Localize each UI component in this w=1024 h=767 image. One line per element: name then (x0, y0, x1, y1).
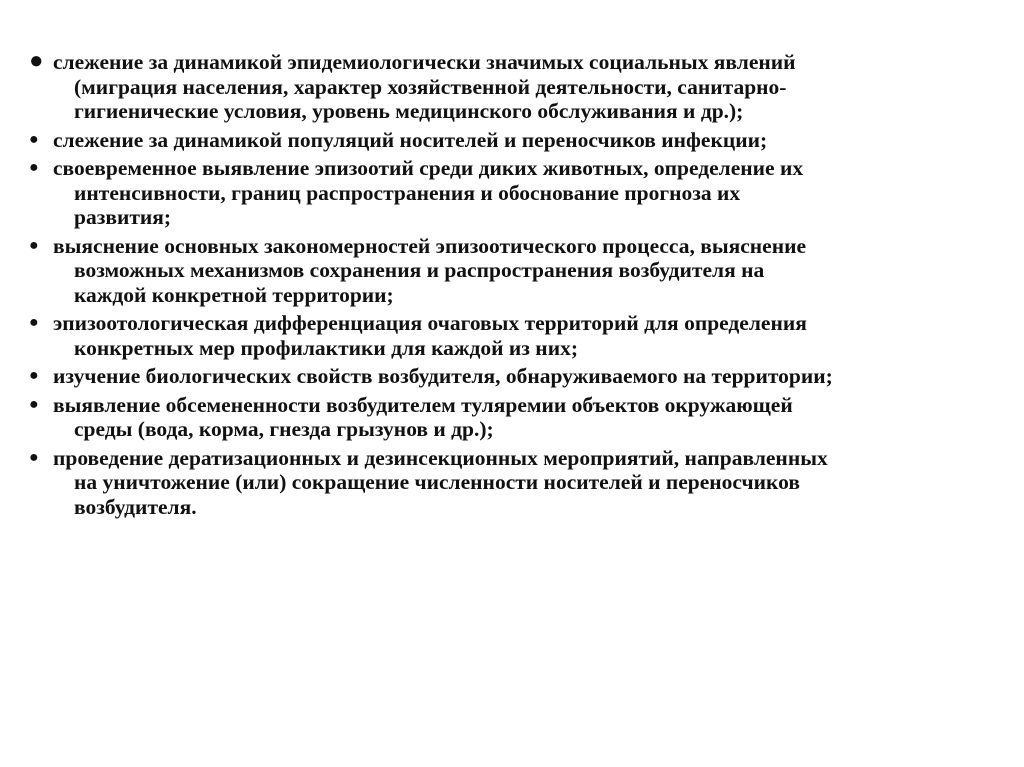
list-item (29, 128, 999, 153)
bullet-icon: ● (29, 159, 39, 176)
text-line: интенсивности, границ распространения и обоснование прогноза их (74, 180, 741, 205)
text-line: развития; (74, 205, 172, 229)
list-item (29, 446, 999, 520)
text-line: своевременное выявление эпизоотий среди диких животных, определение их (53, 156, 804, 180)
text-line: возможных механизмов сохранения и распространения возбудителя на (74, 258, 765, 282)
bullet-text (53, 234, 999, 308)
text-line: среды (вода, корма, гнезда грызунов и др.); (74, 417, 494, 441)
list-item (29, 234, 999, 308)
bullet-icon: ● (29, 367, 39, 384)
bullet-icon: ● (29, 236, 39, 254)
text-line: слежение за динамикой популяций носителей и переносчиков инфекции; (53, 127, 768, 152)
text-line: слежение за динамикой эпидемиологически значимых социальных явлений (53, 50, 796, 74)
bullet-text (53, 311, 999, 360)
text-line: каждой конкретной территории; (74, 282, 394, 307)
list-item (29, 364, 999, 389)
bullet-list (29, 50, 999, 523)
bullet-text (53, 364, 999, 389)
bullet-icon: ● (29, 395, 39, 413)
bullet-text (53, 446, 999, 520)
text-line: на уничтожение (или) сокращение численности носителей и переносчиков (74, 470, 800, 494)
text-line: эпизоотологическая дифференциация очаговых территорий для определения (53, 311, 807, 335)
text-line: (миграция населения, характер хозяйственной деятельности, санитарно- (74, 74, 787, 99)
bullet-text (53, 128, 999, 153)
text-line: проведение дератизационных и дезинсекционных мероприятий, направленных (53, 445, 828, 470)
text-line: выяснение основных закономерностей эпизоотического процесса, выяснение (53, 233, 807, 258)
bullet-text (53, 393, 999, 442)
text-line: изучение биологических свойств возбудителя, обнаруживаемого на территории; (53, 364, 833, 388)
bullet-icon: ● (29, 130, 39, 148)
bullet-text (53, 50, 999, 124)
bullet-icon: ● (29, 448, 39, 466)
text-line: возбудителя. (74, 494, 197, 519)
bullet-text (53, 156, 999, 230)
text-line: выявление обсемененности возбудителем туляремии объектов окружающей (53, 392, 793, 417)
bullet-icon: ● (29, 314, 39, 331)
list-item (29, 393, 999, 442)
list-item (29, 156, 999, 230)
bullet-icon: ● (29, 48, 44, 74)
text-line: конкретных мер профилактики для каждой из них; (74, 335, 578, 360)
list-item (29, 311, 999, 360)
text-line: гигиенические условия, уровень медицинского обслуживания и др.); (74, 99, 744, 123)
list-item (29, 50, 999, 124)
